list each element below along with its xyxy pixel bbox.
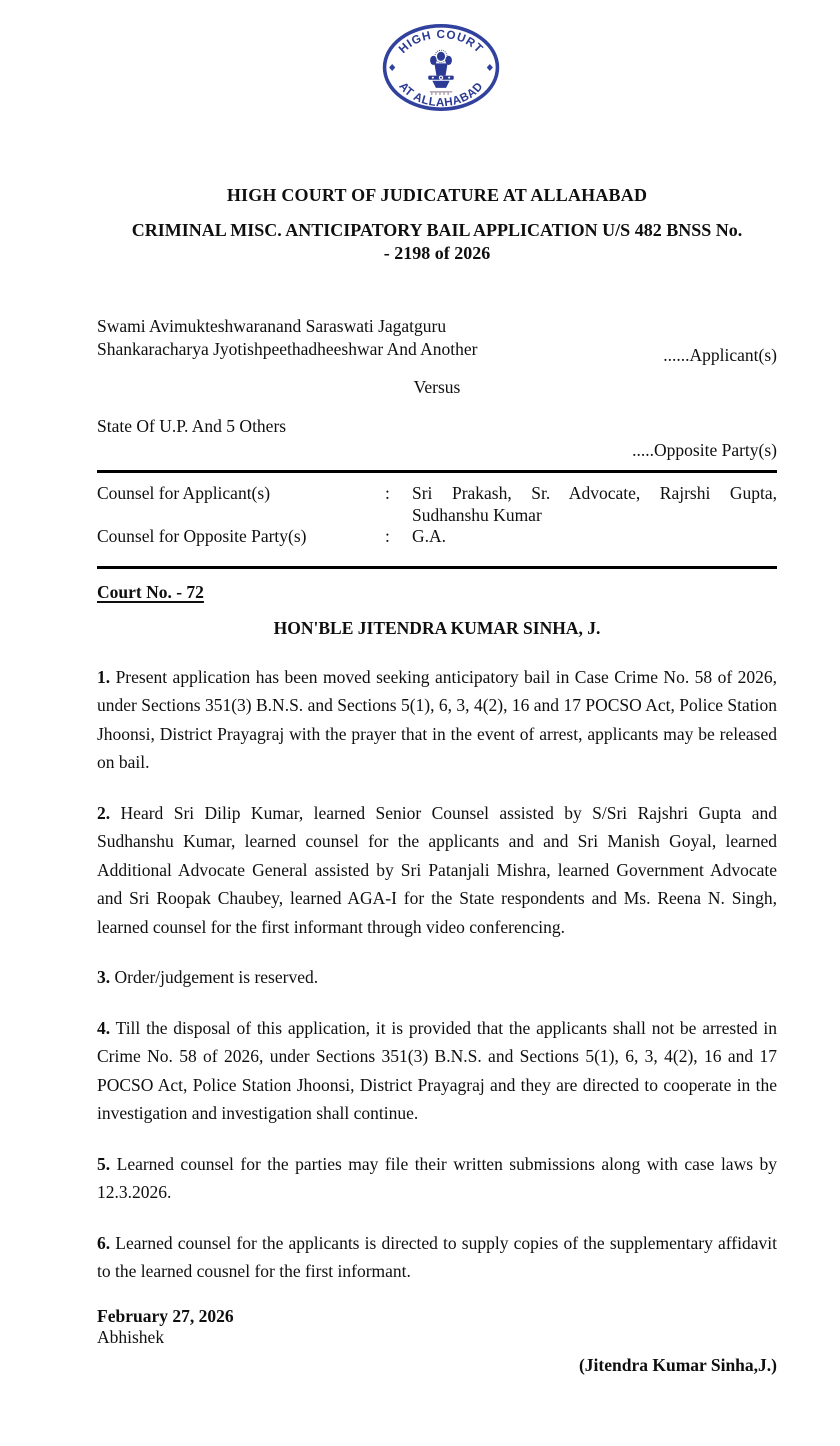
opposite-party-name: State Of U.P. And 5 Others bbox=[97, 416, 287, 436]
paragraph-number: 3. bbox=[97, 967, 111, 987]
order-paragraph-5 bbox=[97, 1150, 777, 1207]
paragraph-text: Heard Sri Dilip Kumar, learned Senior Counsel assisted by S/Sri Rajshri Gupta and Sudhanshu Kumar, learned counsel for the applicants and and Sri Manish Goyal, learned Additional Advocate General assisted by Sri Patanjali Mishra, learned Government Advocate and Sri Roopak Chaubey, learned AGA-I for the State respondents and Ms. Reena N. Singh, learned counsel for the first informant through video conferencing. bbox=[97, 802, 777, 937]
case-title bbox=[97, 219, 777, 265]
counsel-row-applicants bbox=[97, 483, 777, 526]
seal-top-text: HIGH COURT bbox=[396, 27, 486, 56]
court-number: Court No. - 72 bbox=[97, 581, 204, 602]
counsel-separator: : bbox=[385, 526, 390, 546]
order-paragraph-2 bbox=[97, 799, 777, 942]
allahabad-high-court-seal-icon bbox=[381, 22, 501, 113]
counsel-value: Sri Prakash, Sr. Advocate, Rajrshi Gupta, Sudhanshu Kumar bbox=[412, 483, 777, 525]
case-title-line2: - 2198 of 2026 bbox=[383, 243, 491, 263]
applicant-party-label: ......Applicant(s) bbox=[663, 345, 777, 365]
order-paragraph-6 bbox=[97, 1229, 777, 1286]
counsel-row-opposite bbox=[97, 526, 777, 548]
paragraph-text: Present application has been moved seeking anticipatory bail in Case Crime No. 58 of 2026, under Sections 351(3) B.N.S. and Sections 5(1), 6, 3, 4(2), 16 and 17 POCSO Act, Police Station Jhoonsi, District Prayagraj with the prayer that in the event of arrest, applicants may be released on bail. bbox=[97, 666, 778, 772]
counsel-section bbox=[97, 473, 777, 557]
paragraph-number: 2. bbox=[97, 802, 111, 823]
paragraph-number: 4. bbox=[97, 1017, 111, 1038]
order-body bbox=[97, 663, 777, 1286]
paragraph-number: 5. bbox=[97, 1153, 111, 1174]
order-paragraph-3 bbox=[97, 963, 777, 992]
paragraph-text: Learned counsel for the parties may file their written submissions along with case laws by 12.3.2026. bbox=[97, 1153, 778, 1202]
order-date: February 27, 2026 bbox=[97, 1305, 234, 1326]
seal-bottom-text: AT ALLAHABAD bbox=[396, 79, 486, 110]
divider-bottom bbox=[97, 566, 777, 569]
case-title-line1: CRIMINAL MISC. ANTICIPATORY BAIL APPLICATION U/S 482 BNSS No. bbox=[131, 220, 743, 240]
counsel-label: Counsel for Opposite Party(s) bbox=[97, 526, 307, 546]
applicant-name-line1: Swami Avimukteshwaranand Saraswati Jagatguru bbox=[97, 316, 447, 336]
paragraph-text: Till the disposal of this application, it is provided that the applicants shall not be arrested in Crime No. 58 of 2026, under Sections 351(3) B.N.S. and Sections 5(1), 6, 3, 4(2), 16 and 17 POCSO Act, Police Station Jhoonsi, District Prayagraj and they are directed to cooperate in the investigation and investigation shall continue. bbox=[97, 1017, 777, 1123]
counsel-value: G.A. bbox=[412, 526, 447, 546]
applicant-name-line2: Shankaracharya Jyotishpeethadheeshwar And Another bbox=[97, 339, 478, 359]
paragraph-number: 1. bbox=[97, 666, 111, 687]
counsel-separator: : bbox=[385, 483, 390, 503]
counsel-label: Counsel for Applicant(s) bbox=[97, 483, 271, 503]
order-paragraph-4 bbox=[97, 1014, 777, 1128]
order-paragraph-1 bbox=[97, 663, 777, 777]
opposite-party-label: .....Opposite Party(s) bbox=[632, 440, 777, 460]
judge-signature: (Jitendra Kumar Sinha,J.) bbox=[578, 1354, 777, 1375]
paragraph-text: Order/judgement is reserved. bbox=[114, 967, 319, 987]
paragraph-number: 6. bbox=[97, 1232, 111, 1253]
judge-heading: HON'BLE JITENDRA KUMAR SINHA, J. bbox=[273, 617, 601, 638]
paragraph-text: Learned counsel for the applicants is directed to supply copies of the supplementary affidavit to the learned cousnel for the first informant. bbox=[97, 1232, 777, 1281]
page-title: HIGH COURT OF JUDICATURE AT ALLAHABAD bbox=[226, 185, 648, 205]
versus-label: Versus bbox=[413, 377, 461, 397]
parties-section bbox=[97, 315, 777, 461]
bench-secretary-name: Abhishek bbox=[97, 1326, 165, 1347]
